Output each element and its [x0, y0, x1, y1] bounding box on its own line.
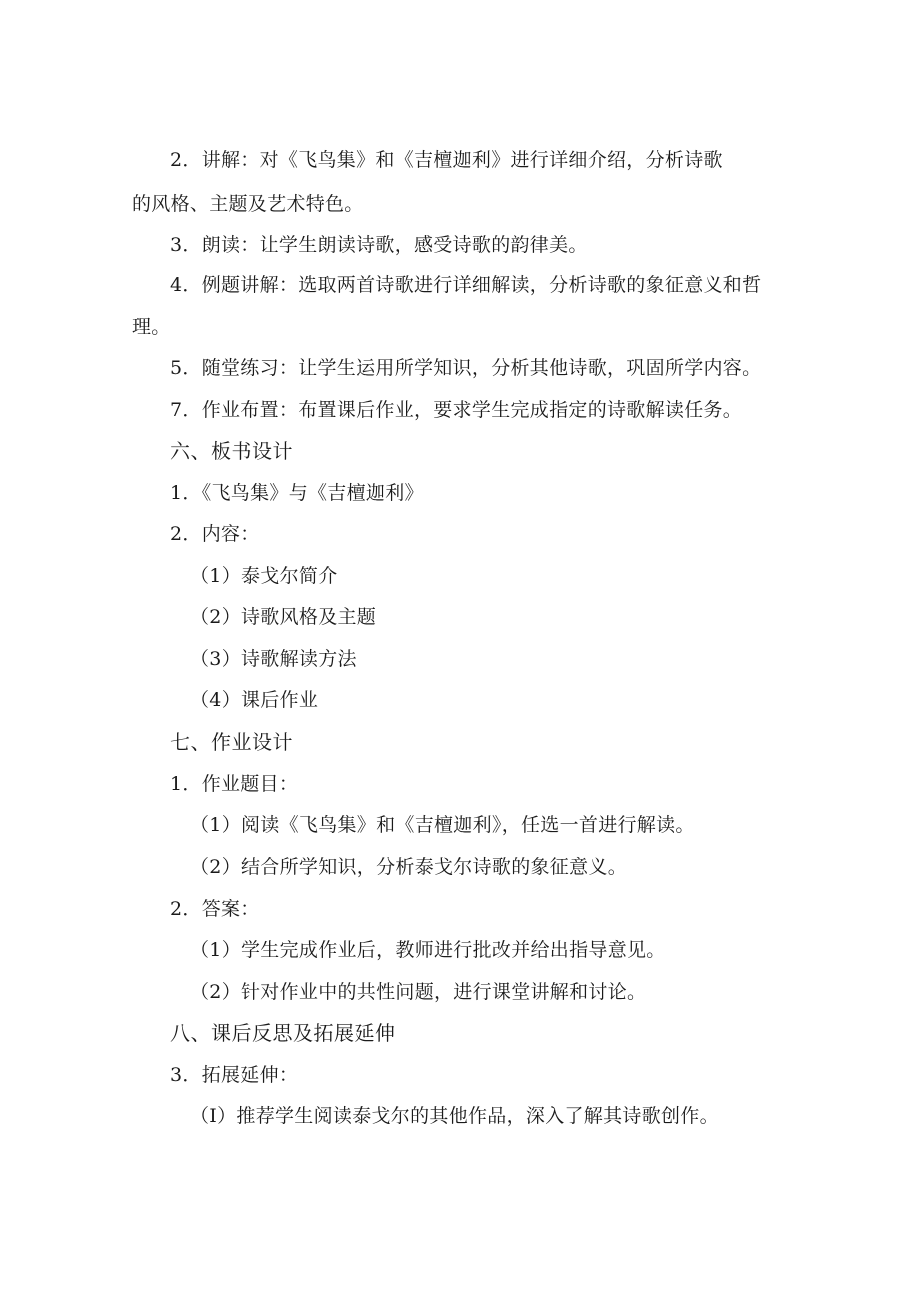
homework-item-1: 1．作业题目： — [170, 773, 299, 795]
homework-subitem-2: （2）结合所学知识，分析泰戈尔诗歌的象征意义。 — [190, 856, 627, 878]
extension-subitem-1: （I）推荐学生阅读泰戈尔的其他作品，深入了解其诗歌创作。 — [190, 1105, 719, 1127]
paragraph-step-2-explanation: 2．讲解：对《飞鸟集》和《吉檀迦利》进行详细介绍，分析诗歌 — [170, 149, 723, 171]
extension-item-3: 3．拓展延伸： — [170, 1064, 299, 1086]
board-item-2: 2．内容： — [170, 523, 260, 545]
homework-item-2: 2．答案： — [170, 898, 260, 920]
board-subitem-3: （3）诗歌解读方法 — [190, 648, 357, 670]
paragraph-step-7-homework: 7．作业布置：布置课后作业，要求学生完成指定的诗歌解读任务。 — [170, 399, 743, 421]
answer-subitem-2: （2）针对作业中的共性问题，进行课堂讲解和讨论。 — [190, 981, 647, 1003]
answer-subitem-1: （1）学生完成作业后，教师进行批改并给出指导意见。 — [190, 939, 666, 961]
paragraph-step-4-continuation: 理。 — [132, 316, 171, 338]
board-subitem-2: （2）诗歌风格及主题 — [190, 606, 377, 628]
paragraph-step-5-practice: 5．随堂练习：让学生运用所学知识，分析其他诗歌，巩固所学内容。 — [170, 357, 762, 379]
paragraph-step-4-example: 4．例题讲解：选取两首诗歌进行详细解读，分析诗歌的象征意义和哲 — [170, 274, 762, 296]
paragraph-step-3-reading: 3．朗读：让学生朗读诗歌，感受诗歌的韵律美。 — [170, 234, 588, 256]
section-heading-board-design: 六、板书设计 — [170, 439, 293, 463]
section-heading-reflection-extension: 八、课后反思及拓展延伸 — [170, 1021, 396, 1045]
paragraph-step-2-continuation: 的风格、主题及艺术特色。 — [132, 193, 364, 215]
section-heading-homework-design: 七、作业设计 — [170, 730, 293, 754]
board-item-1: 1．《飞鸟集》与《吉檀迦利》 — [170, 482, 424, 504]
board-subitem-1: （1）泰戈尔简介 — [190, 565, 338, 587]
board-subitem-4: （4）课后作业 — [190, 689, 319, 711]
homework-subitem-1: （1）阅读《飞鸟集》和《吉檀迦利》，任选一首进行解读。 — [190, 814, 695, 836]
